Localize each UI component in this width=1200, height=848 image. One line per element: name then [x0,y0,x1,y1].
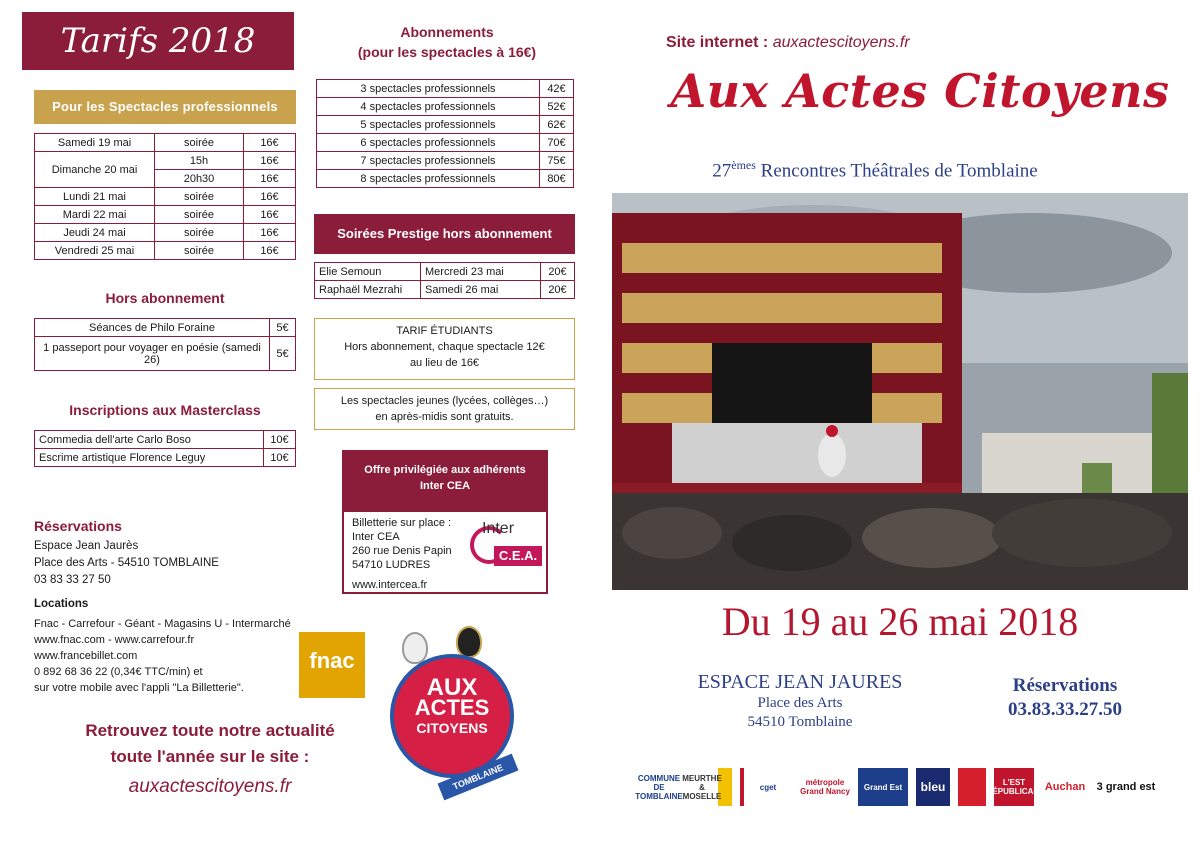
spectacles-jeunes-box [314,388,575,430]
pro-section-title: Pour les Spectacles professionnels [34,90,296,124]
reservations-title: Réservations [34,518,122,534]
loc-line: 0 892 68 36 22 (0,34€ TTC/min) et [34,666,203,678]
pro-time: soirée [155,242,244,260]
pro-price-table [34,133,296,260]
logo-word: AUX [426,674,478,701]
grand-nancy-logo: métropole Grand Nancy [800,778,850,796]
pro-price: 16€ [244,134,296,152]
table-row [317,170,574,188]
pro-day: Jeudi 24 mai [35,224,155,242]
abo-title-line: (pour les spectacles à 16€) [357,44,537,60]
aux-actes-citoyens-logo [384,622,534,792]
etud-line: TARIF ÉTUDIANTS [396,325,493,337]
locations-info [34,616,334,696]
inter-line: 54710 LUDRES [352,559,431,571]
venue-resa-label: Réservations [1012,675,1118,696]
site-label: Site internet : [666,34,769,51]
abo-price: 70€ [540,134,574,152]
inter-line: Inter CEA [352,531,400,543]
pro-time: soirée [155,224,244,242]
black-mask-icon [456,626,482,658]
loc-line[interactable]: www.francebillet.com [34,650,138,662]
site-url-link[interactable]: auxactescitoyens.fr [772,34,910,51]
pro-time: soirée [155,134,244,152]
site-internet-line [666,34,910,52]
event-subtitle [640,158,1110,182]
inter-head-line: Inter CEA [419,480,471,492]
pro-time: soirée [155,206,244,224]
pro-price: 16€ [244,242,296,260]
prestige-table [314,262,575,299]
table-row [35,224,296,242]
pro-price: 16€ [244,206,296,224]
caisse-epargne-icon [958,768,986,806]
abo-label: 5 spectacles professionnels [317,116,540,134]
pro-price: 16€ [244,152,296,170]
abo-title-line: Abonnements [400,24,494,40]
abo-price: 42€ [540,80,574,98]
inter-logo-word: Inter [482,520,515,537]
pro-day: Dimanche 20 mai [35,152,155,188]
retrouvez-line-1: Retrouvez toute notre actualité [85,721,335,740]
table-row [317,116,574,134]
master-price: 10€ [264,449,296,467]
pro-day: Mardi 22 mai [35,206,155,224]
etud-line: au lieu de 16€ [409,357,480,369]
prestige-artist: Raphaël Mezrahi [315,281,421,299]
abo-price: 62€ [540,116,574,134]
logo-word: ACTES [414,695,490,720]
prestige-artist: Elie Semoun [315,263,421,281]
reservations-info [34,538,219,589]
table-row [35,206,296,224]
table-row [35,431,296,449]
abo-label: 3 spectacles professionnels [317,80,540,98]
abo-label: 8 spectacles professionnels [317,170,540,188]
resa-phone: 03 83 33 27 50 [34,574,111,586]
table-row [35,188,296,206]
meurthe-moselle-logo: MEURTHE & MOSELLE [686,768,732,806]
prestige-price: 20€ [541,263,575,281]
event-dates: Du 19 au 26 mai 2018 [721,599,1079,644]
abo-price: 80€ [540,170,574,188]
venue-resa-phone: 03.83.33.27.50 [1008,699,1122,720]
inter-logo-badge: C.E.A. [494,546,542,566]
logo-text [390,674,514,738]
table-row [35,449,296,467]
hors-abonnement-table [34,318,296,371]
event-title: Aux Actes Citoyens [670,64,1170,118]
venue-reservations [960,674,1170,722]
venue-info [660,670,940,732]
abo-price: 75€ [540,152,574,170]
logo-ribbon: TOMBLAINE [438,754,519,801]
table-row [35,337,296,371]
jeunes-line: Les spectacles jeunes (lycées, collèges…) [340,395,549,407]
website-link[interactable]: auxactescitoyens.fr [128,776,292,797]
inter-cea-logo [470,520,540,576]
retrouvez-line-2: toute l'année sur le site : [110,747,310,766]
hors-label: Séances de Philo Foraine [35,319,270,337]
inter-head-line: Offre privilégiée aux adhérents [364,464,526,476]
pro-price: 16€ [244,170,296,188]
masterclass-title: Inscriptions aux Masterclass [69,402,261,418]
abo-label: 6 spectacles professionnels [317,134,540,152]
loc-line: Fnac - Carrefour - Géant - Magasins U - Intermarché [34,618,291,630]
loc-line[interactable]: www.fnac.com - www.carrefour.fr [34,634,195,646]
inter-url[interactable]: www.intercea.fr [352,579,428,591]
venue-city: 54510 Tomblaine [747,714,853,730]
resa-line: Espace Jean Jaurès [34,540,139,552]
locations-title: Locations [34,598,89,610]
logo-word: CITOYENS [416,720,488,736]
subtitle-number: 27 [712,160,732,182]
master-label: Commedia dell'arte Carlo Boso [35,431,264,449]
table-row [317,80,574,98]
master-price: 10€ [264,431,296,449]
pro-time: 20h30 [155,170,244,188]
hors-abonnement-title: Hors abonnement [105,290,225,306]
pro-day: Lundi 21 mai [35,188,155,206]
inter-line: Billetterie sur place : [352,517,452,529]
france-bleu-logo: bleu [916,768,950,806]
table-row [315,281,575,299]
cget-logo: cget [740,768,792,806]
tarif-etudiants-box [314,318,575,380]
abo-label: 4 spectacles professionnels [317,98,540,116]
pro-time: soirée [155,188,244,206]
table-row [317,152,574,170]
jeunes-line: en après-midis sont gratuits. [375,411,514,423]
hors-price: 5€ [270,337,296,371]
hors-price: 5€ [270,319,296,337]
master-label: Escrime artistique Florence Leguy [35,449,264,467]
abonnements-title [318,22,576,62]
fnac-logo: fnac [299,632,365,698]
subtitle-text: Rencontres Théâtrales de Tomblaine [755,160,1038,182]
partner-logos [635,762,1200,812]
venue-address: Place des Arts [757,695,843,711]
prestige-title: Soirées Prestige hors abonnement [314,214,575,254]
pro-price: 16€ [244,188,296,206]
pro-day: Vendredi 25 mai [35,242,155,260]
pro-day: Samedi 19 mai [35,134,155,152]
loc-line: sur votre mobile avec l'appli "La Billetterie". [34,682,244,694]
table-row [315,263,575,281]
lest-republicain-logo: L'EST RÉPUBLICAIN [994,768,1034,806]
abo-label: 7 spectacles professionnels [317,152,540,170]
pro-price: 16€ [244,224,296,242]
table-row [35,319,296,337]
prestige-date: Mercredi 23 mai [421,263,541,281]
inter-cea-offer-title [342,450,548,510]
table-row [35,134,296,152]
theatre-photo [612,193,1188,590]
table-row [35,152,296,170]
resa-line: Place des Arts - 54510 TOMBLAINE [34,557,219,569]
theatre-photo-image [612,193,1188,590]
tomblaine-logo: COMMUNE DE TOMBLAINE [635,773,683,801]
france3-logo: 3 grand est [1096,780,1156,793]
prestige-date: Samedi 26 mai [421,281,541,299]
table-row [317,98,574,116]
masterclass-table [34,430,296,467]
retrouvez-text [40,718,380,770]
table-row [317,134,574,152]
inter-line: 260 rue Denis Papin [352,545,452,557]
subtitle-sup: èmes [731,158,756,172]
venue-name: ESPACE JEAN JAURES [697,671,903,693]
grand-est-logo: Grand Est [858,768,908,806]
table-row [35,242,296,260]
abonnements-table [316,79,574,188]
prestige-price: 20€ [541,281,575,299]
pro-time: 15h [155,152,244,170]
hors-label: 1 passeport pour voyager en poésie (samedi 26) [35,337,270,371]
auchan-logo: Auchan [1044,780,1086,793]
abo-price: 52€ [540,98,574,116]
etud-line: Hors abonnement, chaque spectacle 12€ [344,341,545,353]
tarifs-banner: Tarifs 2018 [22,12,294,70]
